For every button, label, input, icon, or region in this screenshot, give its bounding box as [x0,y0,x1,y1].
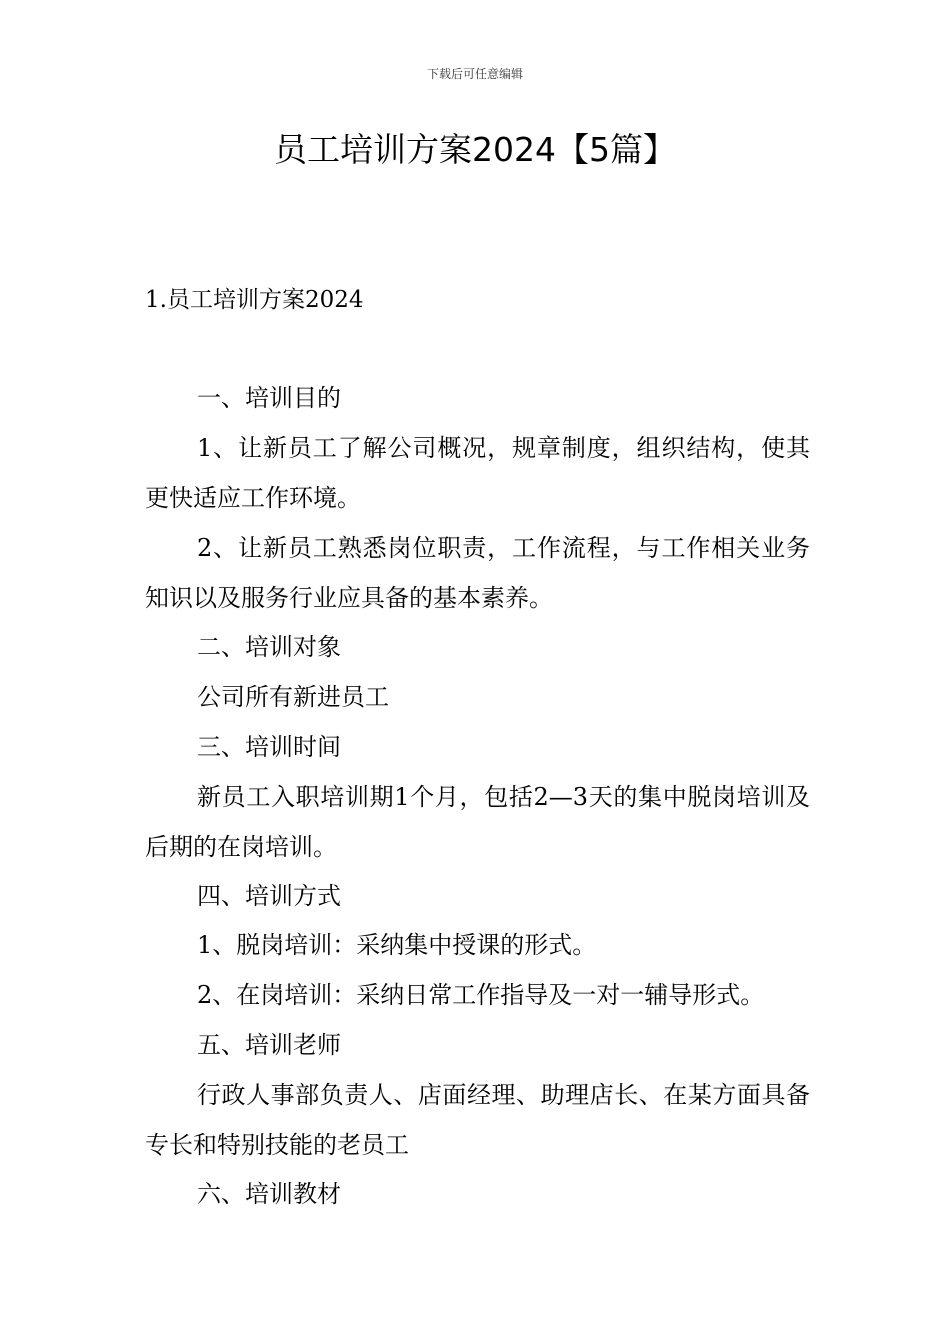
paragraph-purpose-1: 1、让新员工了解公司概况，规章制度，组织结构，使其更快适应工作环境。 [145,434,810,512]
subheading-target: 二、培训对象 [197,633,341,661]
paragraph-teacher: 行政人事部负责人、店面经理、助理店长、在某方面具备专长和特别技能的老员工 [145,1081,810,1159]
subheading-purpose: 一、培训目的 [197,384,341,412]
paragraph-target: 公司所有新进员工 [197,683,389,711]
subheading-method: 四、培训方式 [197,882,341,910]
paragraph-method-1: 1、脱岗培训：采纳集中授课的形式。 [197,931,597,959]
section-heading: 1.员工培训方案2024 [145,287,364,313]
subheading-materials: 六、培训教材 [197,1180,341,1208]
header-note: 下载后可任意编辑 [426,67,523,81]
subheading-teacher: 五、培训老师 [197,1031,341,1059]
subheading-time: 三、培训时间 [197,733,341,761]
document-title: 员工培训方案2024【5篇】 [274,130,676,169]
paragraph-method-2: 2、在岗培训：采纳日常工作指导及一对一辅导形式。 [197,981,765,1009]
paragraph-time: 新员工入职培训期1个月，包括2—3天的集中脱岗培训及后期的在岗培训。 [145,783,810,861]
paragraph-purpose-2: 2、让新员工熟悉岗位职责，工作流程，与工作相关业务知识以及服务行业应具备的基本素养。 [145,534,810,612]
